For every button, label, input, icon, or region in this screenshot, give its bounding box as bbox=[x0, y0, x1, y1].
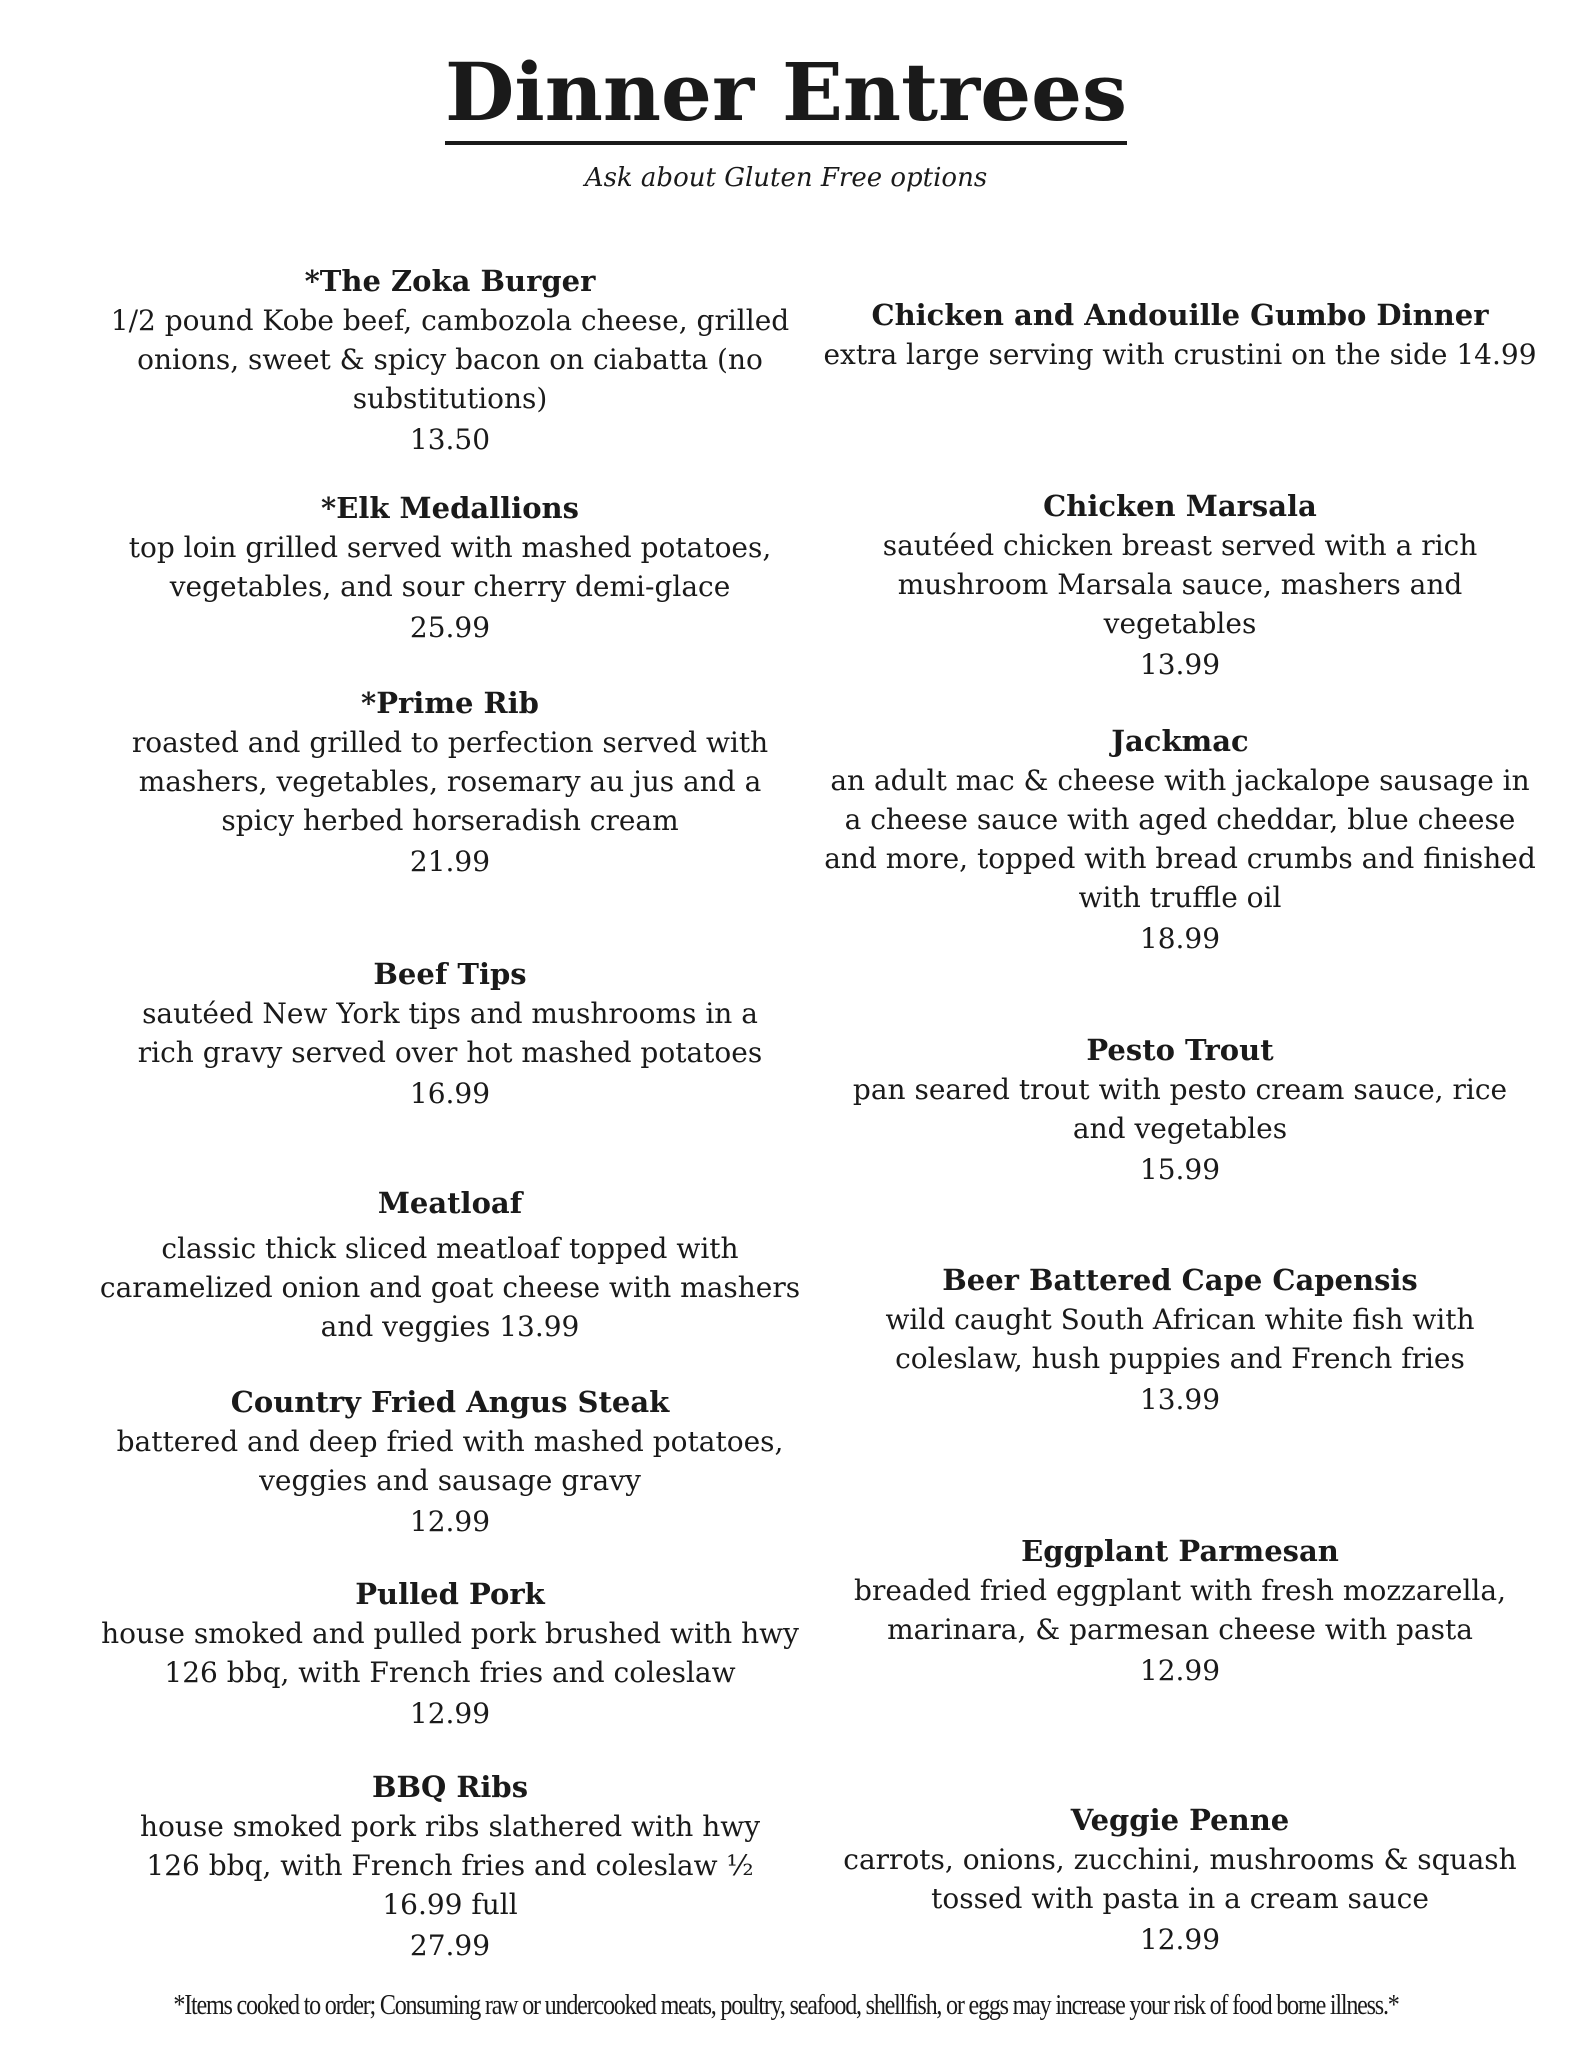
menu-item-price: 12.99 bbox=[409, 1697, 491, 1730]
menu-item bbox=[80, 262, 820, 459]
food-safety-disclaimer: *Items cooked to order; Consuming raw or undercooked meats, poultry, seafood, shellfish, or eggs may increase your risk of food borne illness.* bbox=[173, 1990, 1399, 2021]
menu-item-description: classic thick sliced meatloaf topped with caramelized onion and goat cheese with mashers and veggies 13.99 bbox=[99, 1232, 801, 1343]
menu-item-description: sautéed New York tips and mushrooms in a rich gravy served over hot mashed potatoes bbox=[137, 997, 763, 1069]
menu-item-name: Veggie Penne bbox=[1070, 1803, 1290, 1837]
menu-item bbox=[820, 1532, 1540, 1690]
menu-item-name: Jackmac bbox=[1111, 724, 1249, 758]
menu-item-name: *The Zoka Burger bbox=[304, 264, 596, 298]
menu-item bbox=[820, 296, 1540, 374]
menu-item-description: house smoked pork ribs slathered with hwy 126 bbq, with French fries and coleslaw ½ 16.99 full bbox=[139, 1810, 761, 1921]
menu-item-price: 27.99 bbox=[409, 1929, 491, 1962]
menu-item-price: 21.99 bbox=[409, 845, 491, 878]
menu-item-price: 12.99 bbox=[409, 1505, 491, 1538]
menu-item bbox=[820, 487, 1540, 684]
menu-item-description: carrots, onions, zucchini, mushrooms & squash tossed with pasta in a cream sauce bbox=[843, 1843, 1517, 1915]
menu-item-description: breaded fried eggplant with fresh mozzarella, marinara, & parmesan cheese with pasta bbox=[854, 1574, 1506, 1646]
menu-item-price: 13.50 bbox=[409, 423, 491, 456]
page-title bbox=[0, 45, 1572, 139]
menu-item-name: *Prime Rib bbox=[361, 686, 539, 720]
menu-item bbox=[80, 1575, 820, 1733]
menu-item-name: Pesto Trout bbox=[1086, 1033, 1274, 1067]
menu-item-description: pan seared trout with pesto cream sauce, rice and vegetables bbox=[852, 1073, 1508, 1145]
menu-item-name: *Elk Medallions bbox=[321, 491, 579, 525]
menu-item-price: 12.99 bbox=[1139, 1654, 1221, 1687]
menu-item-name: Meatloaf bbox=[377, 1186, 523, 1220]
menu-item bbox=[80, 1383, 820, 1541]
menu-item-price: 12.99 bbox=[1139, 1923, 1221, 1956]
menu-item bbox=[80, 1768, 820, 1965]
menu-item-name: Country Fried Angus Steak bbox=[230, 1385, 670, 1419]
menu-item bbox=[820, 1031, 1540, 1189]
menu-item-price: 15.99 bbox=[1139, 1153, 1221, 1186]
menu-item-price: 18.99 bbox=[1139, 922, 1221, 955]
menu-item bbox=[820, 1261, 1540, 1419]
menu-item-price: 13.99 bbox=[1139, 1383, 1221, 1416]
menu-item-description: battered and deep fried with mashed potatoes, veggies and sausage gravy bbox=[116, 1425, 784, 1497]
menu-item bbox=[80, 955, 820, 1113]
menu-item-price: 16.99 bbox=[409, 1077, 491, 1110]
menu-item-description: sautéed chicken breast served with a rich mushroom Marsala sauce, mashers and vegetables bbox=[882, 529, 1478, 640]
menu-item bbox=[820, 1801, 1540, 1959]
menu-item-price: 25.99 bbox=[409, 611, 491, 644]
menu-item-price: 13.99 bbox=[1139, 648, 1221, 681]
page-title-text: Dinner Entrees bbox=[445, 45, 1127, 145]
gluten-free-note: Ask about Gluten Free options bbox=[584, 163, 988, 193]
menu-item-description: house smoked and pulled pork brushed with hwy 126 bbq, with French fries and coleslaw bbox=[101, 1617, 799, 1689]
menu-item-name: Eggplant Parmesan bbox=[1021, 1534, 1339, 1568]
menu-item-description: 1/2 pound Kobe beef, cambozola cheese, grilled onions, sweet & spicy bacon on ciabatta (no substitutions) bbox=[110, 304, 790, 415]
menu-item-name: Beer Battered Cape Capensis bbox=[942, 1263, 1418, 1297]
menu-item-description: roasted and grilled to perfection served with mashers, vegetables, rosemary au jus and a spicy herbed horseradish cream bbox=[131, 726, 769, 837]
menu-item-name: Pulled Pork bbox=[355, 1577, 545, 1611]
menu-item bbox=[80, 489, 820, 647]
menu-item-name: Beef Tips bbox=[373, 957, 527, 991]
menu-item-description: wild caught South African white fish with coleslaw, hush puppies and French fries bbox=[885, 1303, 1475, 1375]
menu-item-name: Chicken and Andouille Gumbo Dinner bbox=[871, 298, 1489, 332]
menu-item-description: an adult mac & cheese with jackalope sausage in a cheese sauce with aged cheddar, blue cheese and more, topped with bread crumbs and finished with truffle oil bbox=[824, 764, 1536, 914]
menu-item bbox=[820, 722, 1540, 958]
menu-item-description: top loin grilled served with mashed potatoes, vegetables, and sour cherry demi-glace bbox=[128, 531, 772, 603]
menu-item bbox=[80, 684, 820, 881]
menu-item-name: Chicken Marsala bbox=[1043, 489, 1317, 523]
menu-item-description: extra large serving with crustini on the side 14.99 bbox=[823, 338, 1537, 371]
menu-item bbox=[80, 1184, 820, 1346]
menu-item-name: BBQ Ribs bbox=[371, 1770, 529, 1804]
